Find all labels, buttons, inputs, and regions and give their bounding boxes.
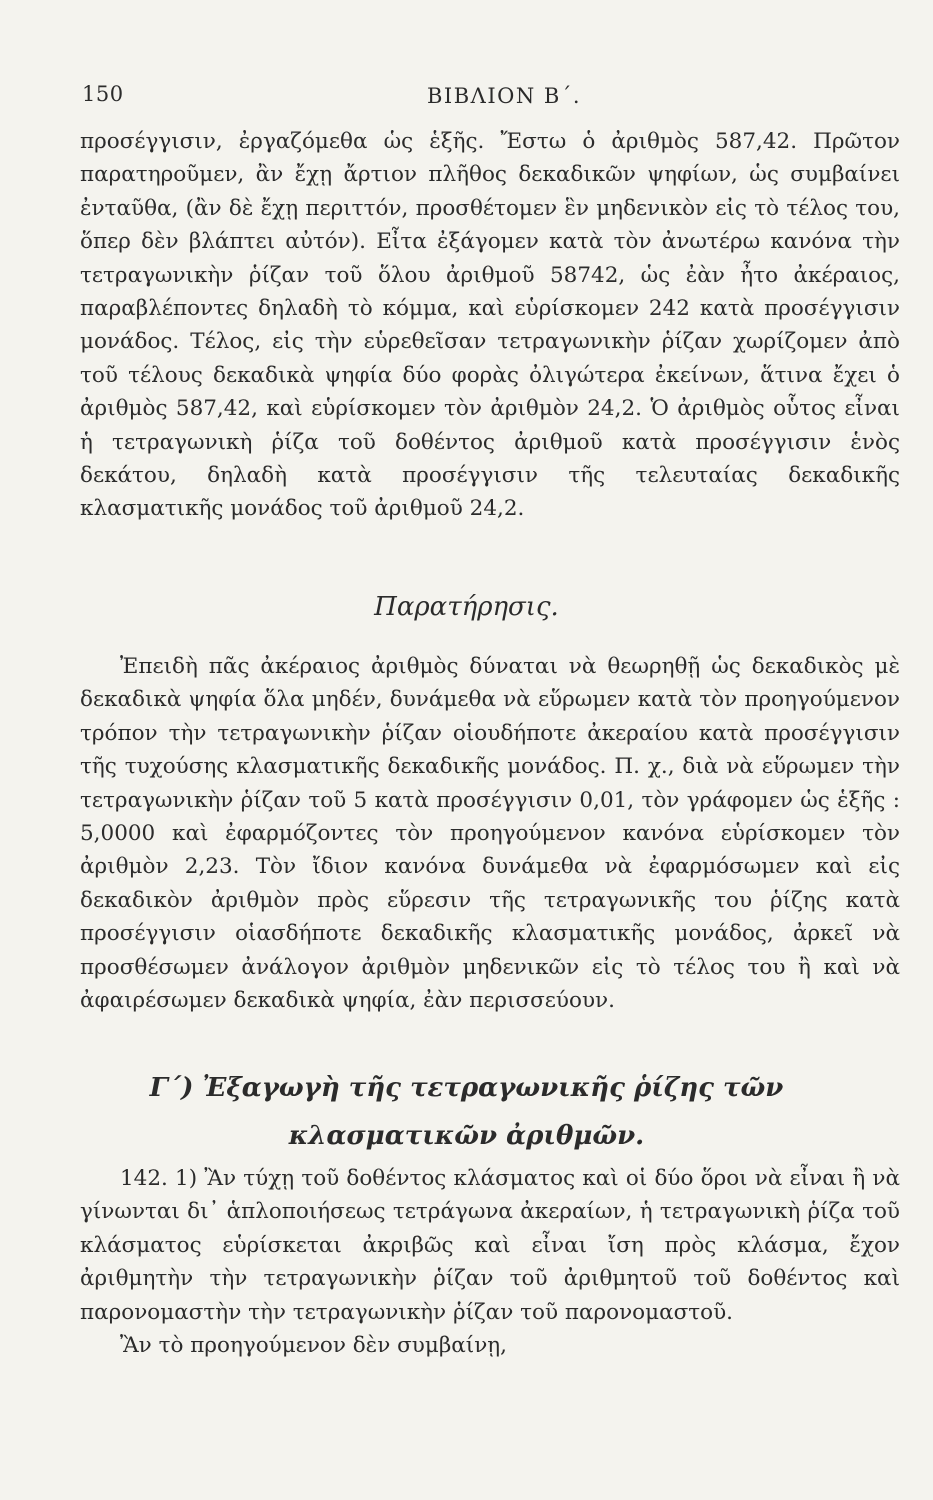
running-head: ΒΙΒΛΙΟΝ Β΄.: [427, 84, 581, 108]
section-heading-line-1: Γ΄) Ἐξαγωγὴ τῆς τετραγωνικῆς ῥίζης τῶν: [149, 1073, 784, 1103]
observation-heading: Παρατήρησις.: [374, 592, 559, 622]
paragraph-3-block: [80, 1162, 900, 1362]
section-heading: [0, 1064, 933, 1160]
page-header: [82, 82, 893, 118]
paragraph-1: προσέγγισιν, ἐργαζόμεθα ὡς ἑξῆς. Ἔστω ὁ ἀριθμὸς 587,42. Πρῶτον παρατηροῦμεν, ἂν ἔχῃ ἄρτιον πλῆθος δεκαδικῶν ψηφίων, ὡς συμβαίνει ἐνταῦθα, (ἂν δὲ ἔχῃ περιττόν, προσθέτομεν ἓν μηδενικὸν εἰς τὸ τέλος του, ὅπερ δὲν βλάπτει αὐτόν). Εἶτα ἐξάγομεν κατὰ τὸν ἀνωτέρω κανόνα τὴν τετραγωνικὴν ῥίζαν τοῦ ὅλου ἀριθμοῦ 58742, ὡς ἐὰν ἦτο ἀκέραιος, παραβλέποντες δηλαδὴ τὸ κόμμα, καὶ εὑρίσκομεν 242 κατὰ προσέγγισιν μονάδος. Τέλος, εἰς τὴν εὑρεθεῖσαν τετραγωνικὴν ῥίζαν χωρίζομεν ἀπὸ τοῦ τέλους δεκαδικὰ ψηφία δύο φορὰς ὀλιγώτερα ἐκείνων, ἅτινα ἔχει ὁ ἀριθμὸς 587,42, καὶ εὑρίσκομεν τὸν ἀριθμὸν 24,2. Ὁ ἀριθμὸς οὗτος εἶναι ἡ τετραγωνικὴ ῥίζα τοῦ δοθέντος ἀριθμοῦ κατὰ προσέγγισιν ἑνὸς δεκάτου, δηλαδὴ κατὰ προσέγγισιν τῆς τελευταίας δεκαδικῆς κλασματικῆς μονάδος τοῦ ἀριθμοῦ 24,2.: [80, 129, 900, 522]
paragraph-1-block: [80, 125, 900, 526]
paragraph-2-block: [80, 650, 900, 1017]
page-number: 150: [82, 82, 124, 106]
paragraph-3: 142. 1) Ἂν τύχῃ τοῦ δοθέντος κλάσματος καὶ οἱ δύο ὅροι νὰ εἶναι ἢ νὰ γίνωνται δι᾿ ἁπλοποιήσεως τετράγωνα ἀκεραίων, ἡ τετραγωνικὴ ῥίζα τοῦ κλάσματος εὑρίσκεται ἀκριβῶς καὶ εἶναι ἴση πρὸς κλάσμα, ἔχον ἀριθμητὴν τὴν τετραγωνικὴν ῥίζαν τοῦ ἀριθμητοῦ τοῦ δοθέντος καὶ παρονομαστὴν τὴν τετραγωνικὴν ῥίζαν τοῦ παρονομαστοῦ.: [80, 1166, 900, 1325]
paragraph-2: Ἐπειδὴ πᾶς ἀκέραιος ἀριθμὸς δύναται νὰ θεωρηθῇ ὡς δεκαδικὸς μὲ δεκαδικὰ ψηφία ὅλα μηδέν, δυνάμεθα νὰ εὕρωμεν κατὰ τὸν προηγούμενον τρόπον τὴν τετραγωνικὴν ῥίζαν οἱουδήποτε ἀκεραίου κατὰ προσέγγισιν τῆς τυχούσης κλασματικῆς δεκαδικῆς μονάδος. Π. χ., διὰ νὰ εὕρωμεν τὴν τετραγωνικὴν ῥίζαν τοῦ 5 κατὰ προσέγγισιν 0,01, τὸν γράφομεν ὡς ἑξῆς : 5,0000 καὶ ἐφαρμόζοντες τὸν προηγούμενον κανόνα εὑρίσκομεν τὸν ἀριθμὸν 2,23. Τὸν ἴδιον κανόνα δυνάμεθα νὰ ἐφαρμόσωμεν καὶ εἰς δεκαδικὸν ἀριθμὸν πρὸς εὕρεσιν τῆς τετραγωνικῆς του ῥίζης κατὰ προσέγγισιν οἱασδήποτε δεκαδικῆς κλασματικῆς μονάδος, ἀρκεῖ νὰ προσθέσωμεν ἀνάλογον ἀριθμὸν μηδενικῶν εἰς τὸ τέλος του ἢ καὶ νὰ ἀφαιρέσωμεν δεκαδικὰ ψηφία, ἐὰν περισσεύουν.: [80, 654, 900, 1014]
paragraph-4: Ἂν τὸ προηγούμενον δὲν συμβαίνῃ,: [120, 1333, 508, 1359]
section-heading-line-2: κλασματικῶν ἀριθμῶν.: [288, 1121, 645, 1151]
